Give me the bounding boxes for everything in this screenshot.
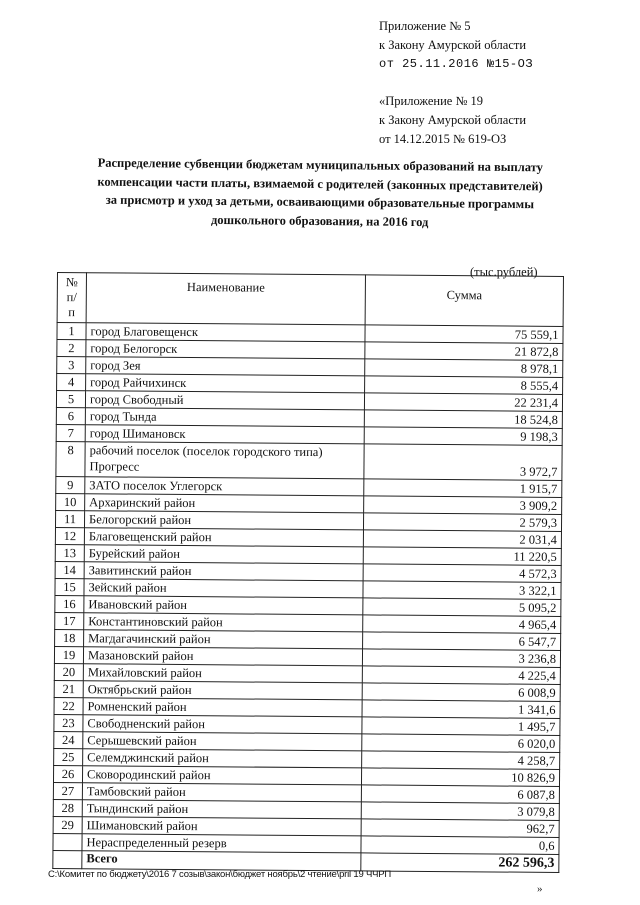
cell-num: 26 xyxy=(53,765,82,782)
cell-sum: 18 524,8 xyxy=(364,410,562,429)
cell-num: 9 xyxy=(56,476,85,493)
header-name: Наименование xyxy=(86,273,365,325)
cell-sum: 6 008,9 xyxy=(362,683,560,702)
document-title xyxy=(55,153,586,233)
cell-sum: 11 220,5 xyxy=(363,547,561,566)
table-header-row xyxy=(57,273,563,327)
cell-num: 3 xyxy=(57,357,86,374)
cell-sum: 4 258,7 xyxy=(362,751,560,770)
cell-sum: 1 341,6 xyxy=(362,700,560,719)
cell-name: город Белогорск xyxy=(86,340,365,359)
cell-num: 27 xyxy=(53,782,82,799)
cell-sum: 2 579,3 xyxy=(363,513,561,532)
cell-sum: 3 236,8 xyxy=(362,649,560,668)
cell-num: 14 xyxy=(55,561,84,578)
cell-sum: 8 555,4 xyxy=(365,376,563,395)
cell-sum: 4 225,4 xyxy=(362,666,560,685)
cell-num: 24 xyxy=(54,731,83,748)
cell-num: 16 xyxy=(55,595,84,612)
cell-name: Бурейский район xyxy=(84,545,363,564)
cell-sum: 3 972,7 xyxy=(364,444,562,481)
cell-name: Благовещенский район xyxy=(84,528,363,547)
cell-name: Октябрьский район xyxy=(83,681,362,700)
cell-num: 11 xyxy=(55,510,84,527)
cell-sum: 10 826,9 xyxy=(361,768,559,787)
cell-num: 20 xyxy=(54,663,83,680)
cell-num: 21 xyxy=(54,680,83,697)
cell-name: Архаринский район xyxy=(85,494,364,513)
cell-num: 6 xyxy=(56,407,85,424)
cell-num: 12 xyxy=(55,527,84,544)
cell-sum: 3 079,8 xyxy=(361,802,559,821)
cell-name: Магдагачинский район xyxy=(84,630,363,649)
cell-sum: 1 495,7 xyxy=(362,717,560,736)
cell-sum: 6 547,7 xyxy=(363,632,561,651)
cell-num: 1 xyxy=(57,323,86,340)
closing-quote-mark: » xyxy=(537,883,543,895)
header-sum: Сумма xyxy=(365,275,563,327)
cell-sum: 962,7 xyxy=(361,819,559,838)
cell-name: рабочий поселок (поселок городского типа) Прогресс xyxy=(85,442,364,479)
cell-name: Завитинский район xyxy=(84,562,363,581)
cell-sum: 6 087,8 xyxy=(361,785,559,804)
total-num-cell xyxy=(53,850,82,868)
cell-num: 18 xyxy=(55,629,84,646)
cell-sum: 8 978,1 xyxy=(365,359,563,378)
cell-name: город Зея xyxy=(86,357,365,376)
cell-sum: 21 872,8 xyxy=(365,342,563,361)
cell-num: 25 xyxy=(54,748,83,765)
appendix-old-block xyxy=(379,92,526,149)
cell-name: город Шимановск xyxy=(85,425,364,444)
appendix-old-line2: к Закону Амурской области xyxy=(379,113,527,127)
cell-sum: 75 559,1 xyxy=(365,325,563,344)
title-line4: дошкольного образования, на 2016 год xyxy=(210,212,429,229)
table-row xyxy=(56,441,562,480)
cell-sum: 4 965,4 xyxy=(363,615,561,634)
cell-name: Нераспределенный резерв xyxy=(82,834,361,853)
cell-num: 10 xyxy=(56,493,85,510)
cell-num xyxy=(53,833,82,850)
cell-sum: 0,6 xyxy=(361,836,559,855)
unit-label: (тыс.рублей) xyxy=(470,265,538,279)
cell-name: Тамбовский район xyxy=(82,783,361,802)
cell-name: Михайловский район xyxy=(83,664,362,683)
cell-num: 2 xyxy=(57,340,86,357)
cell-sum: 3 909,2 xyxy=(364,496,562,515)
cell-num: 29 xyxy=(53,816,82,833)
cell-num: 15 xyxy=(55,578,84,595)
total-label: Всего xyxy=(82,851,361,871)
subvention-table xyxy=(52,272,564,873)
cell-sum: 2 031,4 xyxy=(363,530,561,549)
cell-num: 23 xyxy=(54,714,83,731)
title-line1: Распределение субвенции бюджетам муниципальных образований на выплату xyxy=(97,155,544,175)
cell-name: Сковородинский район xyxy=(82,766,361,785)
cell-sum: 6 020,0 xyxy=(362,734,560,753)
cell-name: Тындинский район xyxy=(82,800,361,819)
cell-name: Зейский район xyxy=(84,579,363,598)
cell-num: 28 xyxy=(53,799,82,816)
cell-sum: 1 915,7 xyxy=(364,479,562,498)
appendix-new-block xyxy=(379,17,533,74)
cell-name: город Тында xyxy=(85,408,364,427)
cell-name: город Благовещенск xyxy=(86,323,365,342)
cell-name: Ромненский район xyxy=(83,698,362,717)
cell-name: Ивановский район xyxy=(84,596,363,615)
cell-name: Свободненский район xyxy=(83,715,362,734)
cell-num: 8 xyxy=(56,441,85,476)
cell-sum: 22 231,4 xyxy=(364,393,562,412)
cell-sum: 3 322,1 xyxy=(363,581,561,600)
cell-num: 4 xyxy=(57,374,86,391)
total-sum: 262 596,3 xyxy=(361,853,559,873)
cell-num: 13 xyxy=(55,544,84,561)
title-line3: за присмотр и уход за детьми, осваивающими образовательные программы xyxy=(105,192,535,212)
cell-num: 7 xyxy=(56,424,85,441)
cell-name: город Свободный xyxy=(85,391,364,410)
cell-name: город Райчихинск xyxy=(86,374,365,393)
cell-sum: 9 198,3 xyxy=(364,427,562,446)
title-line2: компенсации части платы, взимаемой с родителей (законных представителей) xyxy=(97,174,543,193)
cell-name: Мазановский район xyxy=(83,647,362,666)
appendix-new-line2: к Закону Амурской области xyxy=(379,38,527,52)
cell-name: Белогорский район xyxy=(84,511,363,530)
cell-name: Серышевский район xyxy=(83,732,362,751)
appendix-new-line1: Приложение № 5 xyxy=(379,19,471,33)
cell-sum: 5 095,2 xyxy=(363,598,561,617)
cell-num: 17 xyxy=(55,612,84,629)
header-num: № п/п xyxy=(57,273,86,323)
appendix-old-line3: от 14.12.2015 № 619-ОЗ xyxy=(379,132,507,146)
cell-name: Шимановский район xyxy=(82,817,361,836)
cell-num: 22 xyxy=(54,697,83,714)
cell-sum: 4 572,3 xyxy=(363,564,561,583)
subvention-table-wrap xyxy=(52,272,564,873)
appendix-old-line1: «Приложение № 19 xyxy=(379,94,484,108)
cell-name: ЗАТО поселок Углегорск xyxy=(85,477,364,496)
cell-name: Константиновский район xyxy=(84,613,363,632)
appendix-new-line3: от 25.11.2016 №15-ОЗ xyxy=(379,57,534,71)
cell-name: Селемджинский район xyxy=(83,749,362,768)
cell-num: 19 xyxy=(54,646,83,663)
footer-file-path: С:\Комитет по бюджету\2016 7 созыв\закон\бюджет ноябрь\2 чтение\pril 19 ЧЧРП xyxy=(48,869,392,880)
cell-num: 5 xyxy=(56,391,85,408)
